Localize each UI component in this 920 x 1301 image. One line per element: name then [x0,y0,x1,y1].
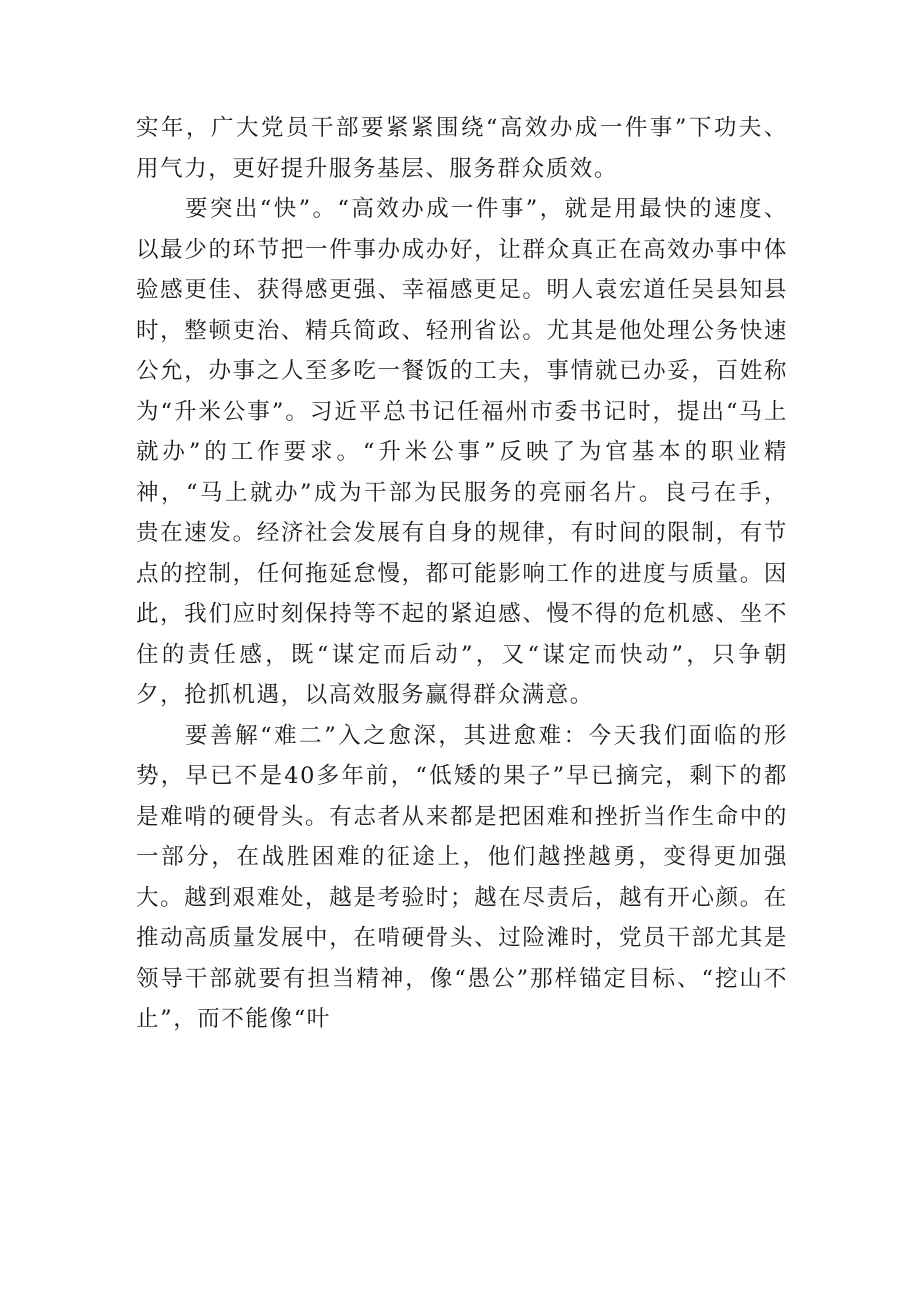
paragraph-solve-difficulties: 要善解“难二”入之愈深，其进愈难：今天我们面临的形势，早已不是40多年前，“低矮的果子”早已摘完，剩下的都是难啃的硬骨头。有志者从来都是把困难和挫折当作生命中的一部分，在战胜困难的征途上，他们越挫越勇，变得更加强大。越到艰难处，越是考验时；越在尽责后，越有开心颜。在推动高质量发展中，在啃硬骨头、过险滩时，党员干部尤其是领导干部就要有担当精神，像“愚公”那样锚定目标、“挖山不止”，而不能像“叶 [136,722,788,1032]
paragraph-be-quick: 要突出“快”。“高效办成一件事”，就是用最快的速度、以最少的环节把一件事办成办好，让群众真正在高效办事中体验感更佳、获得感更强、幸福感更足。明人袁宏道任吴县知县时，整顿吏治、精兵简政、轻刑省讼。尤其是他处理公务快速公允，办事之人至多吃一餐饭的工夫，事情就已办妥，百姓称为“升米公事”。习近平总书记任福州市委书记时，提出“马上就办”的工作要求。“升米公事”反映了为官基本的职业精神，“马上就办”成为干部为民服务的亮丽名片。良弓在手，贵在速发。经济社会发展有自身的规律，有时间的限制，有节点的控制，任何拖延怠慢，都可能影响工作的进度与质量。因此，我们应时刻保持等不起的紧迫感、慢不得的危机感、坐不住的责任感，既“谋定而后动”，又“谋定而快动”，只争朝夕，抢抓机遇，以高效服务赢得群众满意。 [136,196,788,708]
document-body [136,108,788,1040]
paragraph-continuation: 实年，广大党员干部要紧紧围绕“高效办成一件事”下功夫、用气力，更好提升服务基层、服务群众质效。 [136,115,788,182]
